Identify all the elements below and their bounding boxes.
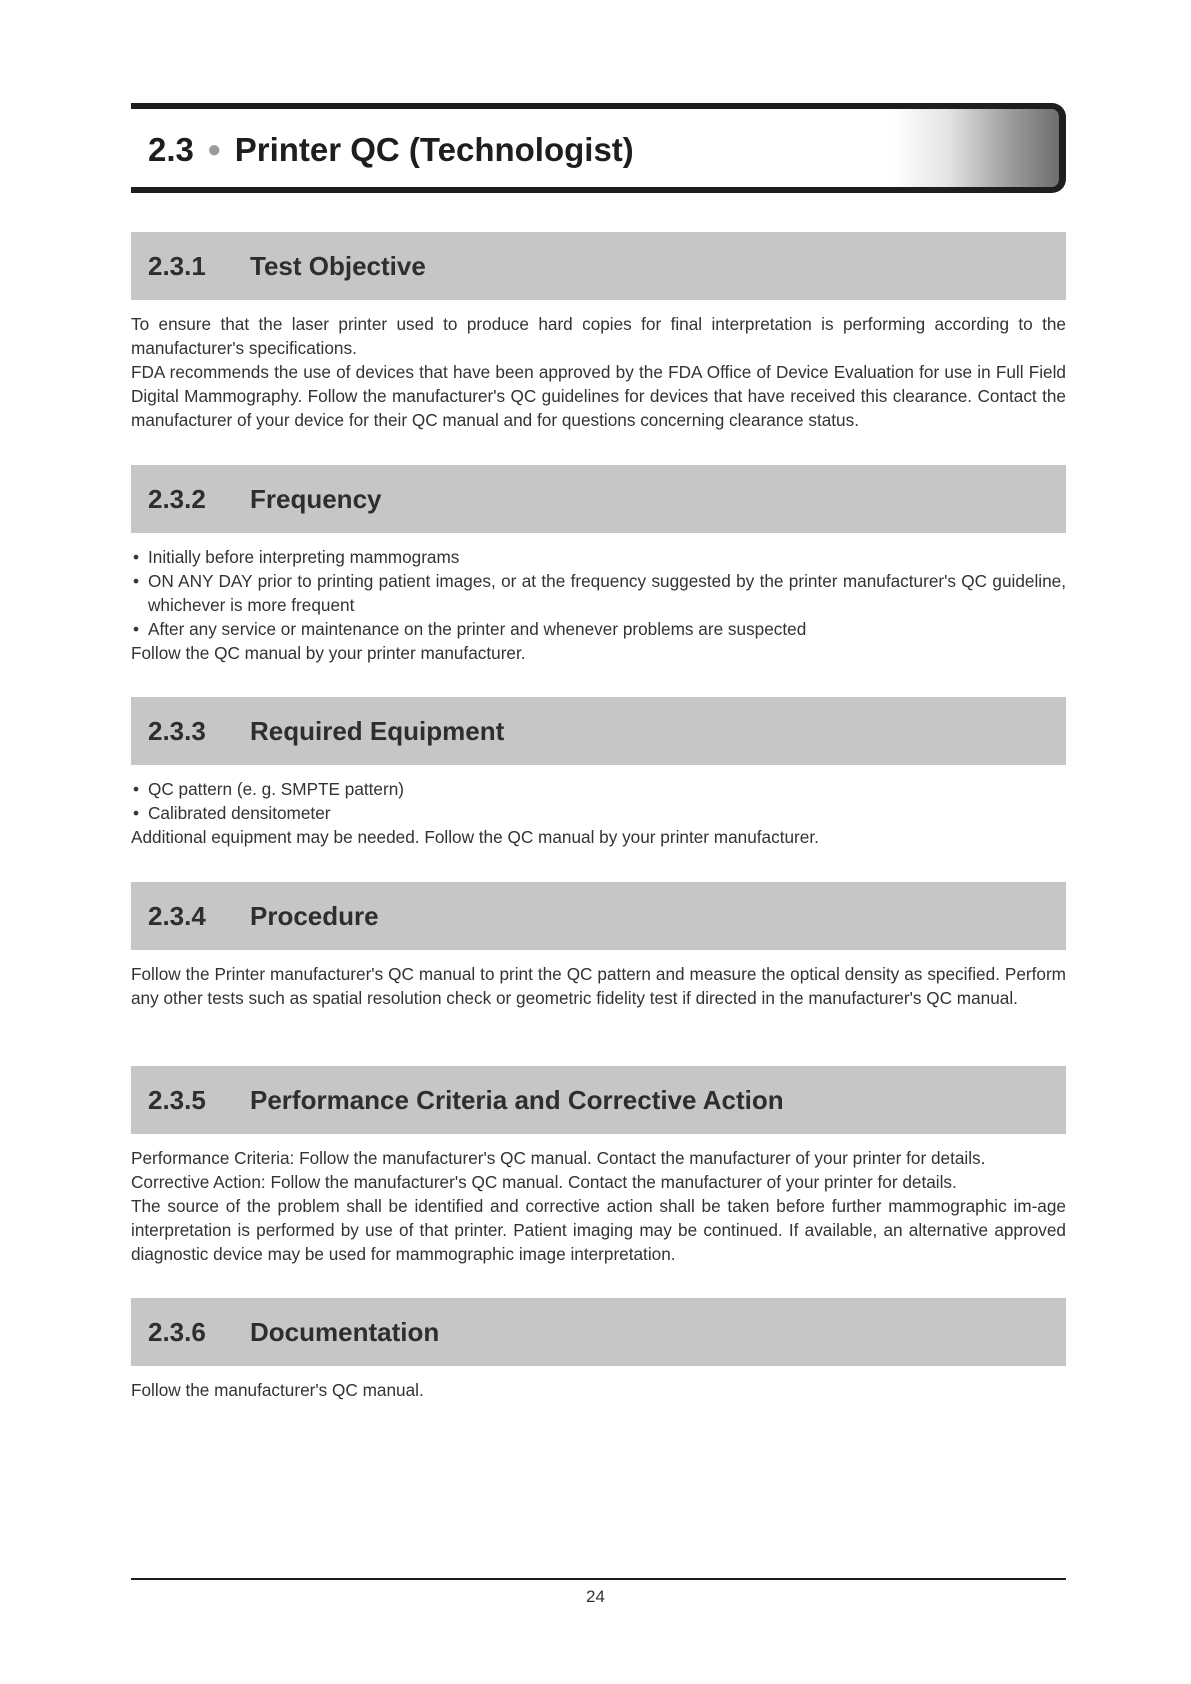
section-heading [131,882,1066,950]
section-number: 2.3.3 [148,716,206,746]
bullet-dot-icon: ● [207,136,222,163]
section-documentation [131,1298,1066,1402]
section-test-objective [131,232,1066,432]
footer-divider [131,1578,1066,1580]
section-title: Procedure [250,901,379,931]
paragraph: To ensure that the laser printer used to produce hard copies for final interpretation is performing according to the manufacturer's specifications. [131,314,1066,358]
section-number: 2.3.2 [148,484,206,514]
list-item: • After any service or maintenance on the printer and whenever problems are suspected [131,617,1066,641]
section-body [131,777,1066,849]
paragraph: Follow the QC manual by your printer manufacturer. [131,643,526,663]
paragraph: Follow the Printer manufacturer's QC manual to print the QC pattern and measure the optical density as specified. Perform any other tests such as spatial resolution check or geometric fidelity test if directed in the manufacturer's QC manual. [131,964,1066,1008]
section-heading [131,697,1066,765]
section-heading [131,465,1066,533]
section-body [131,962,1066,1010]
list-item: • ON ANY DAY prior to printing patient images, or at the frequency suggested by the printer manufacturer's QC guideline, whichever is more frequent [131,569,1066,617]
section-frequency [131,465,1066,665]
paragraph: Corrective Action: Follow the manufacturer's QC manual. Contact the manufacturer of your printer for details. [131,1172,957,1192]
section-body [131,1378,1066,1402]
section-heading [131,1066,1066,1134]
section-heading [131,232,1066,300]
section-number: 2.3.4 [148,901,206,931]
section-number: 2.3.6 [148,1317,206,1347]
section-title: Test Objective [250,251,426,281]
section-title: Required Equipment [250,716,505,746]
chapter-title [148,131,634,169]
section-required-equipment [131,697,1066,849]
section-body [131,1146,1066,1266]
paragraph: FDA recommends the use of devices that have been approved by the FDA Office of Device Evaluation for use in Full Field Digital Mammography. Follow the manufacturer's QC guidelines for devices that have received this clearance. Contact the manufacturer of your device for their QC manual and for questions concerning clearance status. [131,362,1066,430]
section-procedure [131,882,1066,1010]
bullet-list [131,545,1066,641]
bullet-list [131,777,1066,825]
page-number: 24 [586,1587,605,1606]
chapter-title-text: Printer QC (Technologist) [234,131,634,168]
section-title: Documentation [250,1317,440,1347]
list-item: • Initially before interpreting mammograms [131,545,1066,569]
section-performance-criteria [131,1066,1066,1266]
chapter-number: 2.3 [148,131,194,168]
section-number: 2.3.5 [148,1085,206,1115]
paragraph: The source of the problem shall be identified and corrective action shall be taken before further mammographic im-age interpretation is performed by use of that printer. Patient imaging may be continued. If available, an alternative approved diagnostic device may be used for mammographic image interpretation. [131,1196,1066,1264]
section-title: Performance Criteria and Corrective Action [250,1085,784,1115]
section-body [131,545,1066,665]
chapter-header [131,103,1066,193]
list-item: • QC pattern (e. g. SMPTE pattern) [131,777,1066,801]
paragraph: Follow the manufacturer's QC manual. [131,1380,424,1400]
section-heading [131,1298,1066,1366]
section-number: 2.3.1 [148,251,206,281]
paragraph: Additional equipment may be needed. Follow the QC manual by your printer manufacturer. [131,827,819,847]
paragraph: Performance Criteria: Follow the manufacturer's QC manual. Contact the manufacturer of your printer for details. [131,1148,986,1168]
list-item: • Calibrated densitometer [131,801,1066,825]
section-body [131,312,1066,432]
section-title: Frequency [250,484,382,514]
